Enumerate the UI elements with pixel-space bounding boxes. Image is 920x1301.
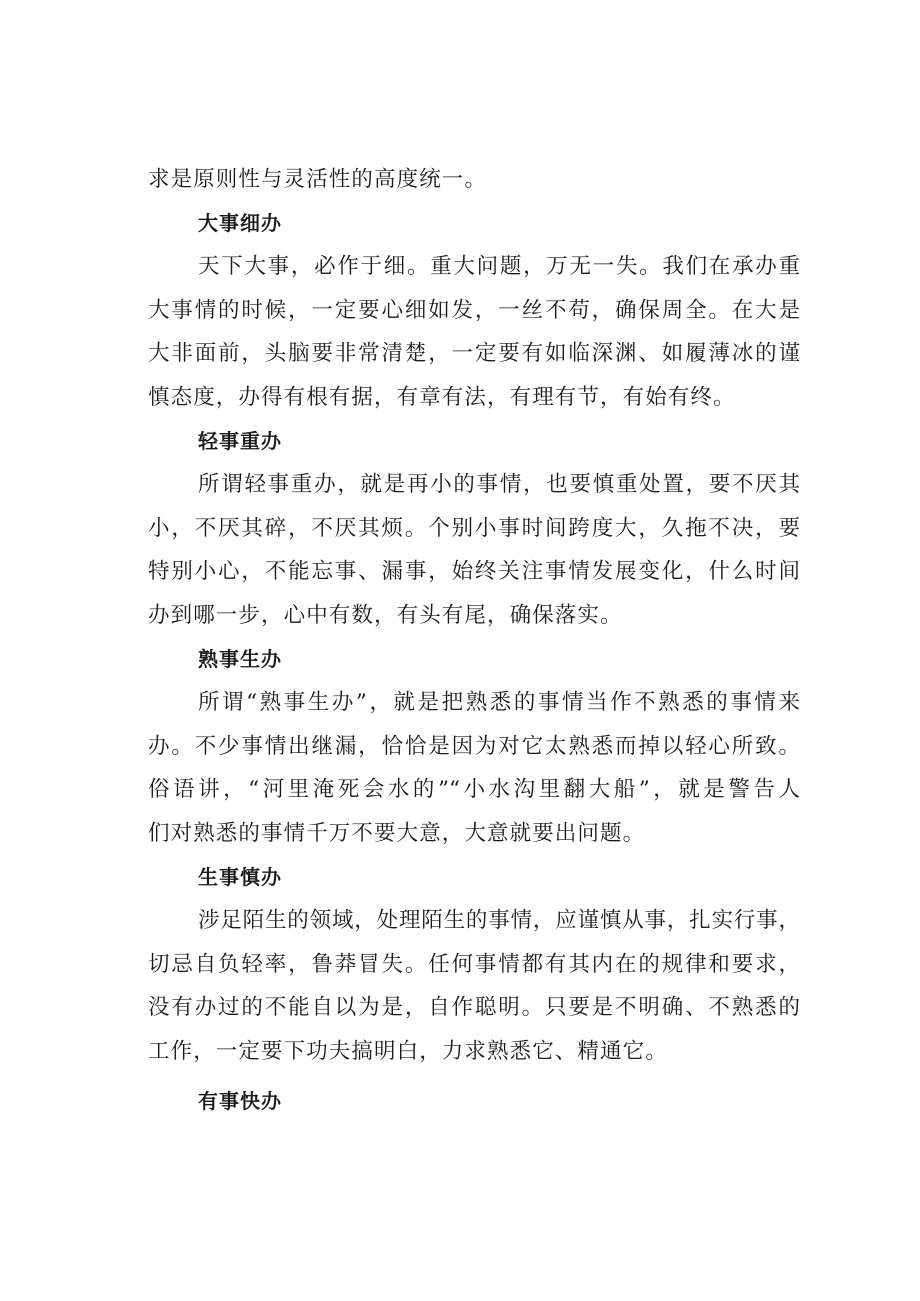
paragraph-line: 大非面前，头脑要非常清楚，一定要有如临深渊、如履薄冰的谨 <box>148 341 800 367</box>
paragraph-line: 大事情的时候，一定要心细如发，一丝不苟，确保周全。在大是 <box>148 297 800 323</box>
paragraph-line: 特别小心，不能忘事、漏事，始终关注事情发展变化，什么时间 <box>148 559 800 585</box>
paragraph-line: 天下大事，必作于细。重大问题，万无一失。我们在承办重 <box>198 254 800 280</box>
paragraph-line: 办到哪一步，心中有数，有头有尾，确保落实。 <box>148 602 623 628</box>
paragraph-line: 慎态度，办得有根有据，有章有法，有理有节，有始有终。 <box>148 384 736 410</box>
section-heading-light-matters: 轻事重办 <box>198 428 282 453</box>
paragraph-line: 俗语讲，“河里淹死会水的”“小水沟里翻大船”，就是警告人 <box>148 777 800 803</box>
paragraph-line: 们对熟悉的事情千万不要大意，大意就要出问题。 <box>148 820 646 846</box>
document-body <box>148 158 800 1124</box>
opening-line: 求是原则性与灵活性的高度统一。 <box>148 167 488 192</box>
paragraph-line: 所谓轻事重办，就是再小的事情，也要慎重处置，要不厌其 <box>198 472 800 498</box>
paragraph-line: 工作，一定要下功夫搞明白，力求熟悉它、精通它。 <box>148 1038 668 1064</box>
paragraph-line: 小，不厌其碎，不厌其烦。个别小事时间跨度大，久拖不决，要 <box>148 515 800 541</box>
paragraph-line: 没有办过的不能自以为是，自作聪明。只要是不明确、不熟悉的 <box>148 995 800 1021</box>
paragraph-line: 切忌自负轻率，鲁莽冒失。任何事情都有其内在的规律和要求， <box>148 951 800 977</box>
paragraph-line: 涉足陌生的领域，处理陌生的事情，应谨慎从事，扎实行事， <box>198 908 800 934</box>
paragraph-line: 所谓“熟事生办”，就是把熟悉的事情当作不熟悉的事情来 <box>198 690 800 716</box>
section-heading-unfamiliar-matters: 生事慎办 <box>198 864 282 889</box>
paragraph-line: 办。不少事情出继漏，恰恰是因为对它太熟悉而掉以轻心所致。 <box>148 733 800 759</box>
section-heading-big-matters: 大事细办 <box>198 210 282 235</box>
section-heading-urgent-matters: 有事快办 <box>198 1089 282 1114</box>
section-heading-familiar-matters: 熟事生办 <box>198 646 282 671</box>
